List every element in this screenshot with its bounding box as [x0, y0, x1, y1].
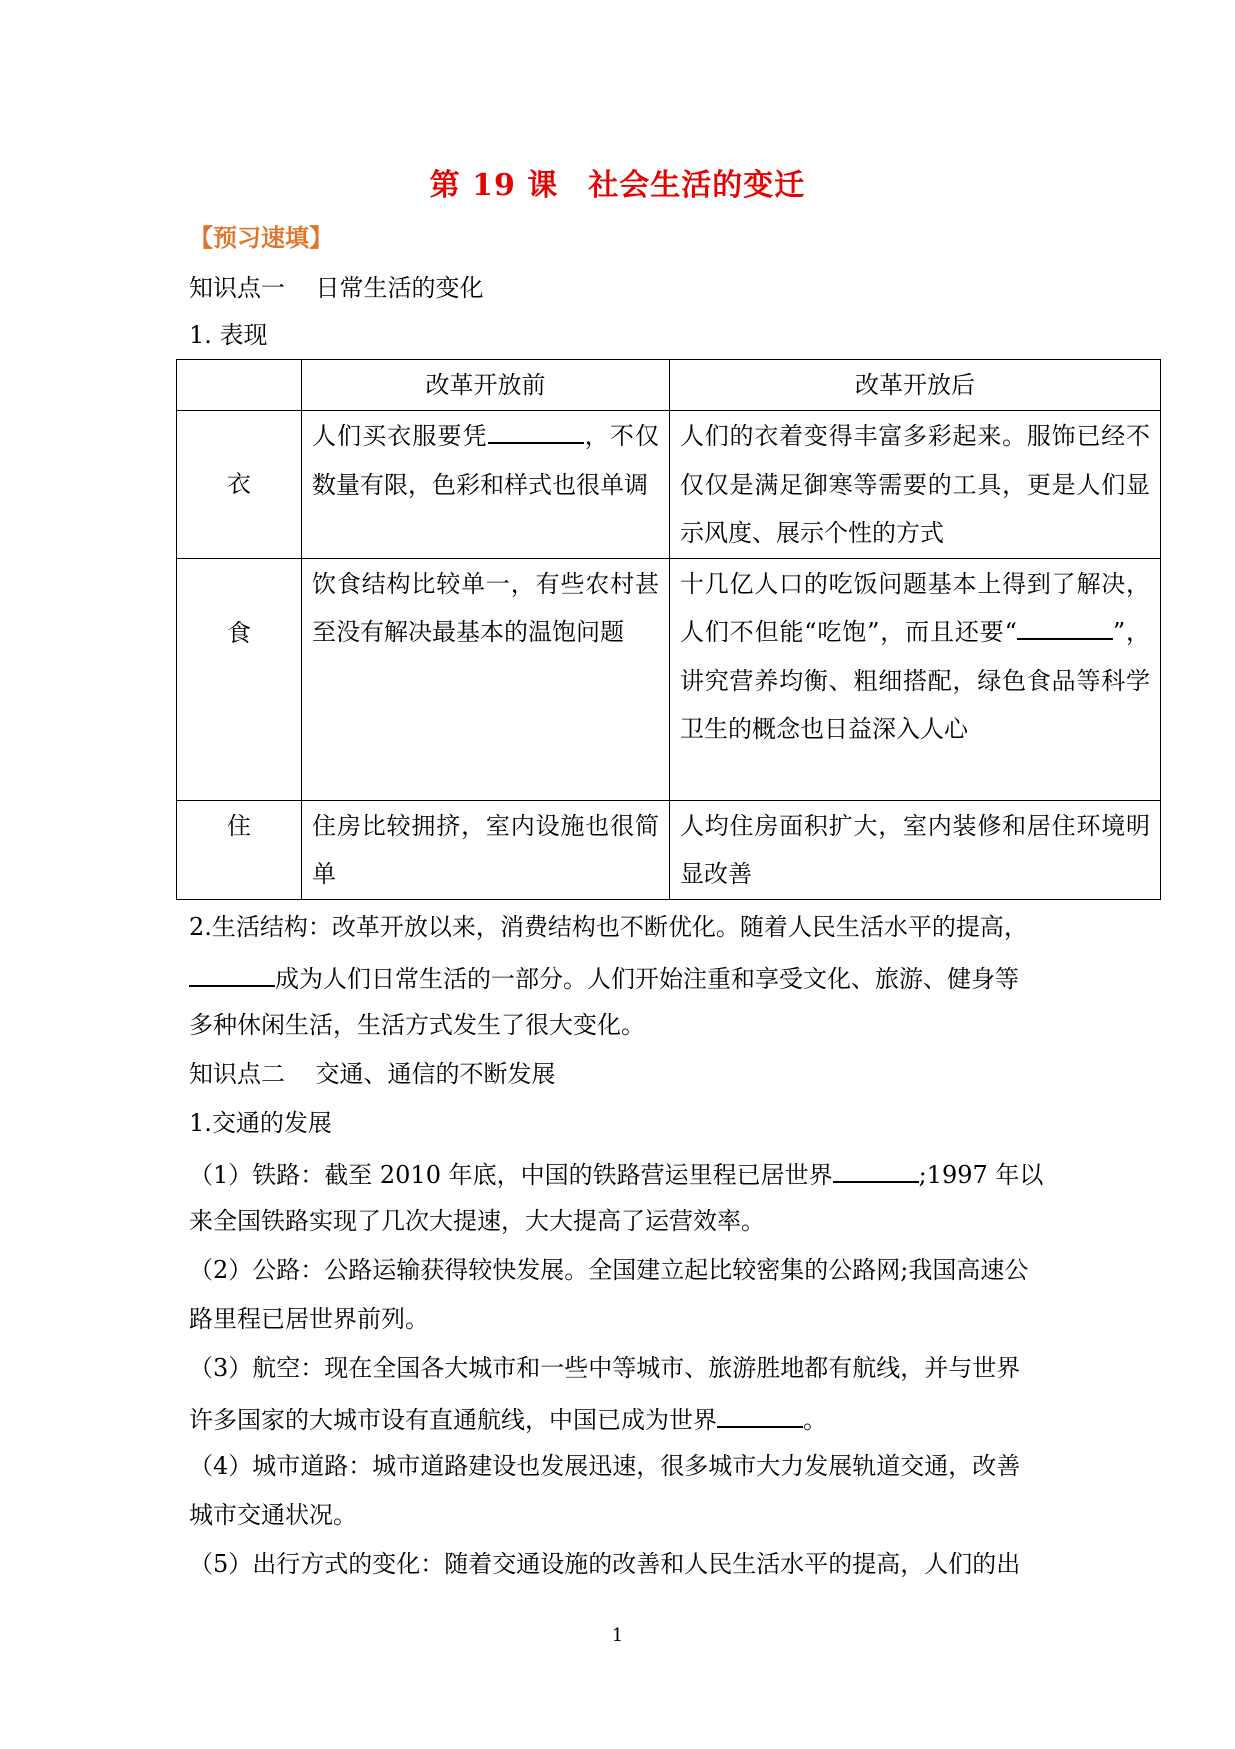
row-clothing-after: 人们的衣着变得丰富多彩起来。服饰已经不仅仅是满足御寒等需要的工具，更是人们显示风度、展示个性的方式: [670, 411, 1161, 559]
highway-line2: 路里程已居世界前列。: [189, 1305, 429, 1333]
comparison-table: [176, 359, 1161, 900]
table-header-before: 改革开放前: [302, 360, 670, 411]
city-road-line2: 城市交通状况。: [189, 1501, 357, 1529]
highway-line1: （2）公路：公路运输获得较快发展。全国建立起比较密集的公路网;我国高速公: [189, 1256, 1029, 1284]
row-category-food: 食: [177, 558, 302, 800]
table-header-empty: [177, 360, 302, 411]
fill-blank: [717, 1402, 803, 1428]
row-category-clothing: 衣: [177, 411, 302, 559]
table-row: [177, 558, 1161, 800]
section-label: 【预习速填】: [189, 223, 333, 252]
row-category-housing: 住: [177, 800, 302, 899]
table-row: [177, 800, 1161, 899]
kp1-item1: 1. 表现: [189, 321, 268, 349]
row-food-after: 十几亿人口的吃饭问题基本上得到了解决，人们不但能“吃饱”，而且还要“ ”，讲究营养均衡、粗细搭配，绿色食品等科学卫生的概念也日益深入人心: [670, 558, 1161, 800]
lesson-number: 第 19 课: [429, 168, 559, 203]
lesson-topic: 社会生活的变迁: [588, 168, 806, 203]
page-number: 1: [611, 1625, 624, 1646]
table-row: [177, 411, 1161, 559]
row-housing-after: 人均住房面积扩大，室内装修和居住环境明显改善: [670, 800, 1161, 899]
kp1-item2-line1: 2.生活结构：改革开放以来，消费结构也不断优化。随着人民生活水平的提高，: [189, 913, 1028, 941]
row-housing-before: 住房比较拥挤，室内设施也很简单: [302, 800, 670, 899]
table-header-row: [177, 360, 1161, 411]
fill-blank: [488, 418, 584, 444]
page-title: [0, 160, 1235, 204]
city-road-line1: （4）城市道路：城市道路建设也发展迅速，很多城市大力发展轨道交通，改善: [189, 1452, 1021, 1480]
railway-line1: （1）铁路：截至 2010 年底，中国的铁路营运里程已居世界 ;1997 年以: [189, 1157, 1043, 1190]
kp1-heading: 知识点一 日常生活的变化: [189, 274, 484, 302]
travel-line1: （5）出行方式的变化：随着交通设施的改善和人民生活水平的提高，人们的出: [189, 1550, 1021, 1578]
kp2-item1: 1.交通的发展: [189, 1109, 332, 1137]
fill-blank: [1017, 614, 1113, 640]
row-food-before: 饮食结构比较单一，有些农村甚至没有解决最基本的温饱问题: [302, 558, 670, 800]
kp1-item2-line2: 成为人们日常生活的一部分。人们开始注重和享受文化、旅游、健身等: [189, 961, 1019, 994]
railway-line2: 来全国铁路实现了几次大提速，大大提高了运营效率。: [189, 1207, 765, 1235]
aviation-line2: 许多国家的大城市设有直通航线，中国已成为世界 。: [189, 1402, 827, 1435]
row-clothing-before: 人们买衣服要凭 ，不仅数量有限，色彩和样式也很单调: [302, 411, 670, 559]
table-header-after: 改革开放后: [670, 360, 1161, 411]
fill-blank: [189, 961, 275, 987]
fill-blank: [833, 1157, 919, 1183]
aviation-line1: （3）航空：现在全国各大城市和一些中等城市、旅游胜地都有航线，并与世界: [189, 1354, 1021, 1382]
kp1-item2-line3: 多种休闲生活，生活方式发生了很大变化。: [189, 1011, 645, 1039]
kp2-heading: 知识点二 交通、通信的不断发展: [189, 1060, 556, 1088]
